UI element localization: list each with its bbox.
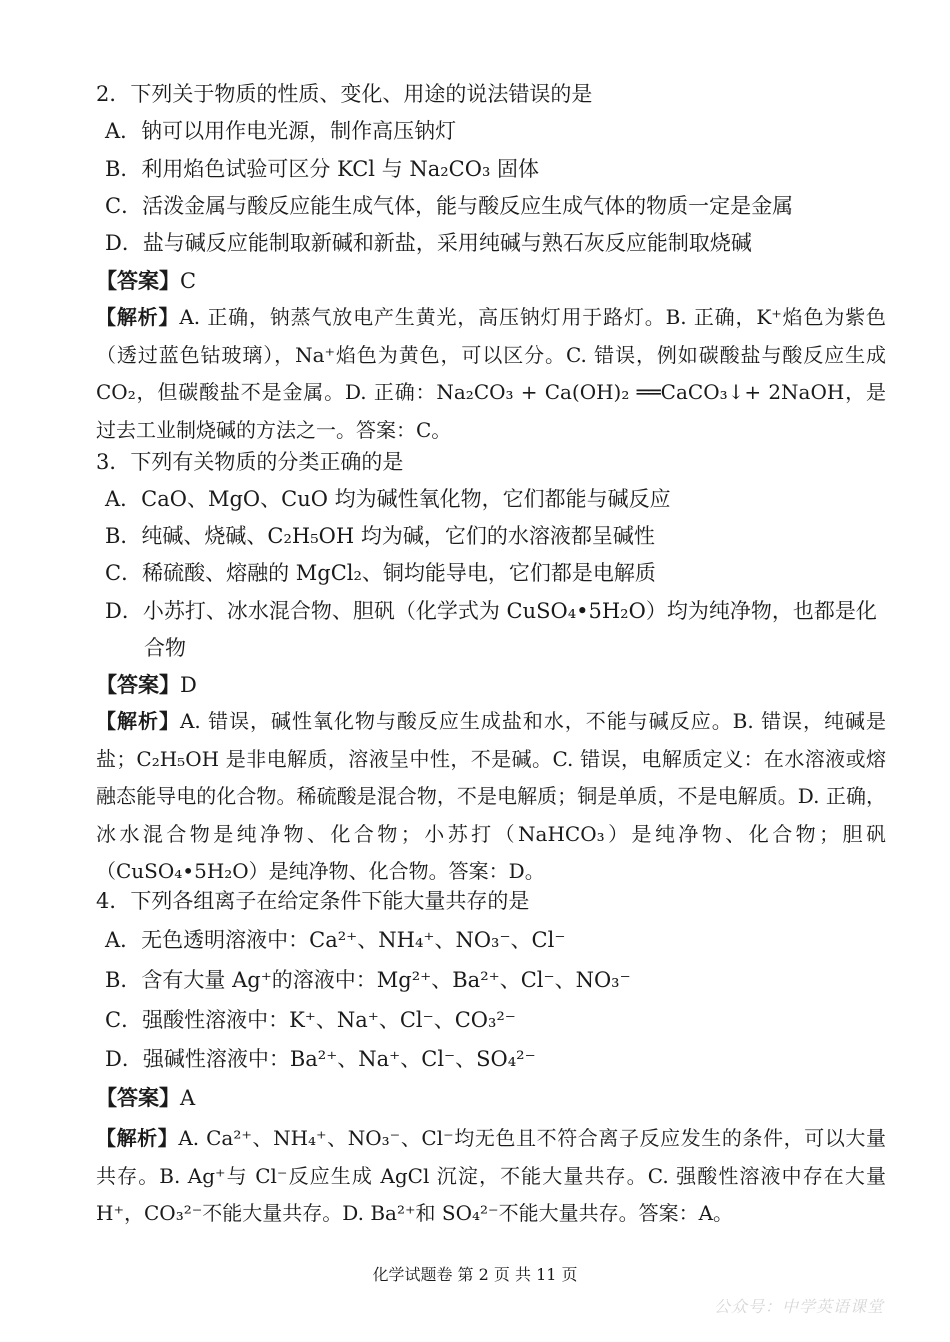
- q4-stem: 4．下列各组离子在给定条件下能大量共存的是: [96, 889, 530, 913]
- q2-stem: 2．下列关于物质的性质、变化、用途的说法错误的是: [96, 82, 593, 106]
- q3-option-d: D．小苏打、冰水混合物、胆矾（化学式为 CuSO₄•5H₂O）均为纯净物，也都是化: [105, 599, 877, 623]
- answer-value: A: [180, 1086, 196, 1110]
- q2-answer: [96, 266, 196, 296]
- q3-option-b: B．纯碱、烧碱、C₂H₅OH 均为碱，它们的水溶液都呈碱性: [105, 524, 655, 548]
- q2-option-a: A．钠可以用作电光源，制作高压钠灯: [105, 119, 457, 143]
- q3-option-c: C．稀硫酸、熔融的 MgCl₂、铜均能导电，它们都是电解质: [105, 561, 656, 585]
- q2-option-c: C．活泼金属与酸反应能生成气体，能与酸反应生成气体的物质一定是金属: [105, 194, 794, 218]
- q2-option-d: D．盐与碱反应能制取新碱和新盐，采用纯碱与熟石灰反应能制取烧碱: [105, 231, 752, 255]
- q2-analysis: [96, 299, 886, 449]
- q3-stem: 3．下列有关物质的分类正确的是: [96, 450, 404, 474]
- q2-option-b: B．利用焰色试验可区分 KCl 与 Na₂CO₃ 固体: [105, 157, 540, 181]
- q4-option-b: B．含有大量 Ag⁺的溶液中：Mg²⁺、Ba²⁺、Cl⁻、NO₃⁻: [105, 968, 631, 992]
- q4-analysis: [96, 1120, 886, 1233]
- analysis-text: A. 正确，钠蒸气放电产生黄光，高压钠灯用于路灯。B. 正确，K⁺焰色为紫色（透过蓝色钴玻璃），Na⁺焰色为黄色，可以区分。C. 错误，例如碳酸盐与酸反应生成 CO₂，但碳酸盐不是金属。D. 正确：Na₂CO₃ + Ca(OH)₂ ══CaCO₃↓+ 2NaOH，是过去工业制烧碱的方法之一。答案：C。: [96, 305, 886, 442]
- q4-option-c: C．强酸性溶液中：K⁺、Na⁺、Cl⁻、CO₃²⁻: [105, 1008, 516, 1032]
- page-footer: 化学试题卷 第 2 页 共 11 页: [372, 1265, 578, 1284]
- q4-option-d: D．强碱性溶液中：Ba²⁺、Na⁺、Cl⁻、SO₄²⁻: [105, 1047, 536, 1071]
- answer-label: 【答案】: [96, 672, 180, 697]
- answer-value: C: [180, 269, 197, 293]
- analysis-label: 【解析】: [96, 1126, 179, 1150]
- q4-answer: [96, 1083, 195, 1113]
- q4-option-a: A．无色透明溶液中：Ca²⁺、NH₄⁺、NO₃⁻、Cl⁻: [105, 928, 566, 952]
- q3-answer: [96, 670, 197, 700]
- watermark: 公众号：中学英语课堂: [713, 1297, 884, 1316]
- analysis-label: 【解析】: [96, 709, 180, 733]
- answer-label: 【答案】: [96, 268, 180, 293]
- q3-analysis: [96, 703, 886, 891]
- analysis-text: A. Ca²⁺、NH₄⁺、NO₃⁻、Cl⁻均无色且不符合离子反应发生的条件，可以大量共存。B. Ag⁺与 Cl⁻反应生成 AgCl 沉淀，不能大量共存。C. 强酸性溶液中存在大量 H⁺，CO₃²⁻不能大量共存。D. Ba²⁺和 SO₄²⁻不能大量共存。答案：A。: [96, 1126, 887, 1225]
- answer-value: D: [180, 673, 197, 697]
- q3-option-a: A．CaO、MgO、CuO 均为碱性氧化物，它们都能与碱反应: [105, 487, 671, 511]
- analysis-text: A. 错误，碱性氧化物与酸反应生成盐和水，不能与碱反应。B. 错误，纯碱是盐；C₂H₅OH 是非电解质，溶液呈中性，不是碱。C. 错误，电解质定义：在水溶液或熔融态能导电的化合物。稀硫酸是混合物，不是电解质；铜是单质，不是电解质。D. 正确，冰水混合物是纯净物、化合物；小苏打（NaHCO₃）是纯净物、化合物；胆矾（CuSO₄•5H₂O）是纯净物、化合物。答案：D。: [96, 709, 886, 883]
- answer-label: 【答案】: [96, 1085, 180, 1110]
- q3-option-d-cont: 合物: [144, 636, 186, 660]
- analysis-label: 【解析】: [96, 305, 180, 329]
